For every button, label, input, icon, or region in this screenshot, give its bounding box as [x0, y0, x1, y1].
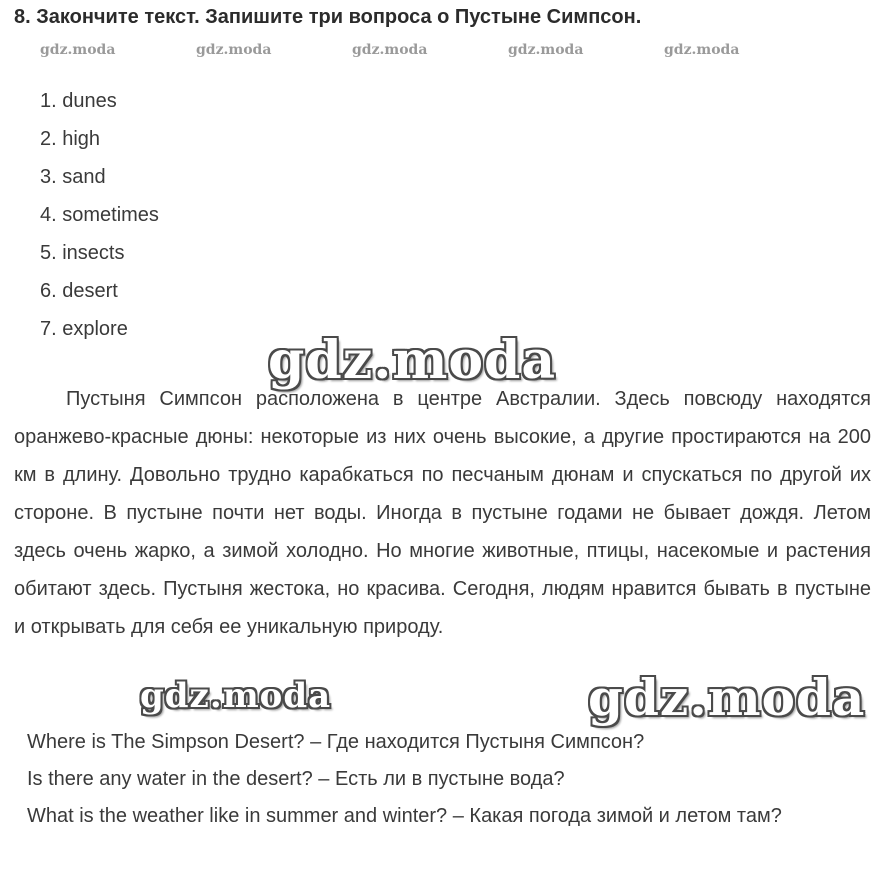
task-title: 8. Закончите текст. Запишите три вопроса о Пустыне Симпсон.: [14, 6, 642, 28]
answer-list: [40, 82, 159, 348]
question-item: Where is The Simpson Desert? – Где находится Пустыня Симпсон?: [27, 731, 645, 753]
watermark-small: gdz.moda: [196, 42, 272, 58]
watermark-large: gdz.moda: [140, 676, 332, 716]
watermark-small: gdz.moda: [40, 42, 116, 58]
answer-item: 3. sand: [40, 166, 106, 188]
answer-item: 6. desert: [40, 280, 118, 302]
watermark-small: gdz.moda: [664, 42, 740, 58]
watermark-large: gdz.moda: [268, 330, 557, 391]
desert-text-paragraph: Пустыня Симпсон расположена в центре Австралии. Здесь повсюду находятся оранжево-красные дюны: некоторые из них очень высокие, а другие простираются на 200 км в длину. Довольно трудно карабкаться по песчаным дюнам и спускаться по другой их стороне. В пустыне почти нет воды. Иногда в пустыне годами не бывает дождя. Летом здесь очень жарко, а зимой холодно. Но многие животные, птицы, насекомые и растения обитают здесь. Пустыня жестока, но красива. Сегодня, людям нравится бывать в пустыне и открывать для себя ее уникальную природу.: [14, 388, 871, 638]
answer-item: 4. sometimes: [40, 204, 159, 226]
question-item: Is there any water in the desert? – Есть ли в пустыне вода?: [27, 768, 565, 790]
question-list: [27, 724, 782, 835]
watermark-large: gdz.moda: [588, 668, 866, 727]
answer-item: 7. explore: [40, 318, 128, 340]
watermark-small: gdz.moda: [352, 42, 428, 58]
question-item: What is the weather like in summer and winter? – Какая погода зимой и летом там?: [27, 805, 782, 827]
answer-item: 2. high: [40, 128, 101, 150]
answer-item: 1. dunes: [40, 90, 117, 112]
answer-item: 5. insects: [40, 242, 125, 264]
watermark-small: gdz.moda: [508, 42, 584, 58]
